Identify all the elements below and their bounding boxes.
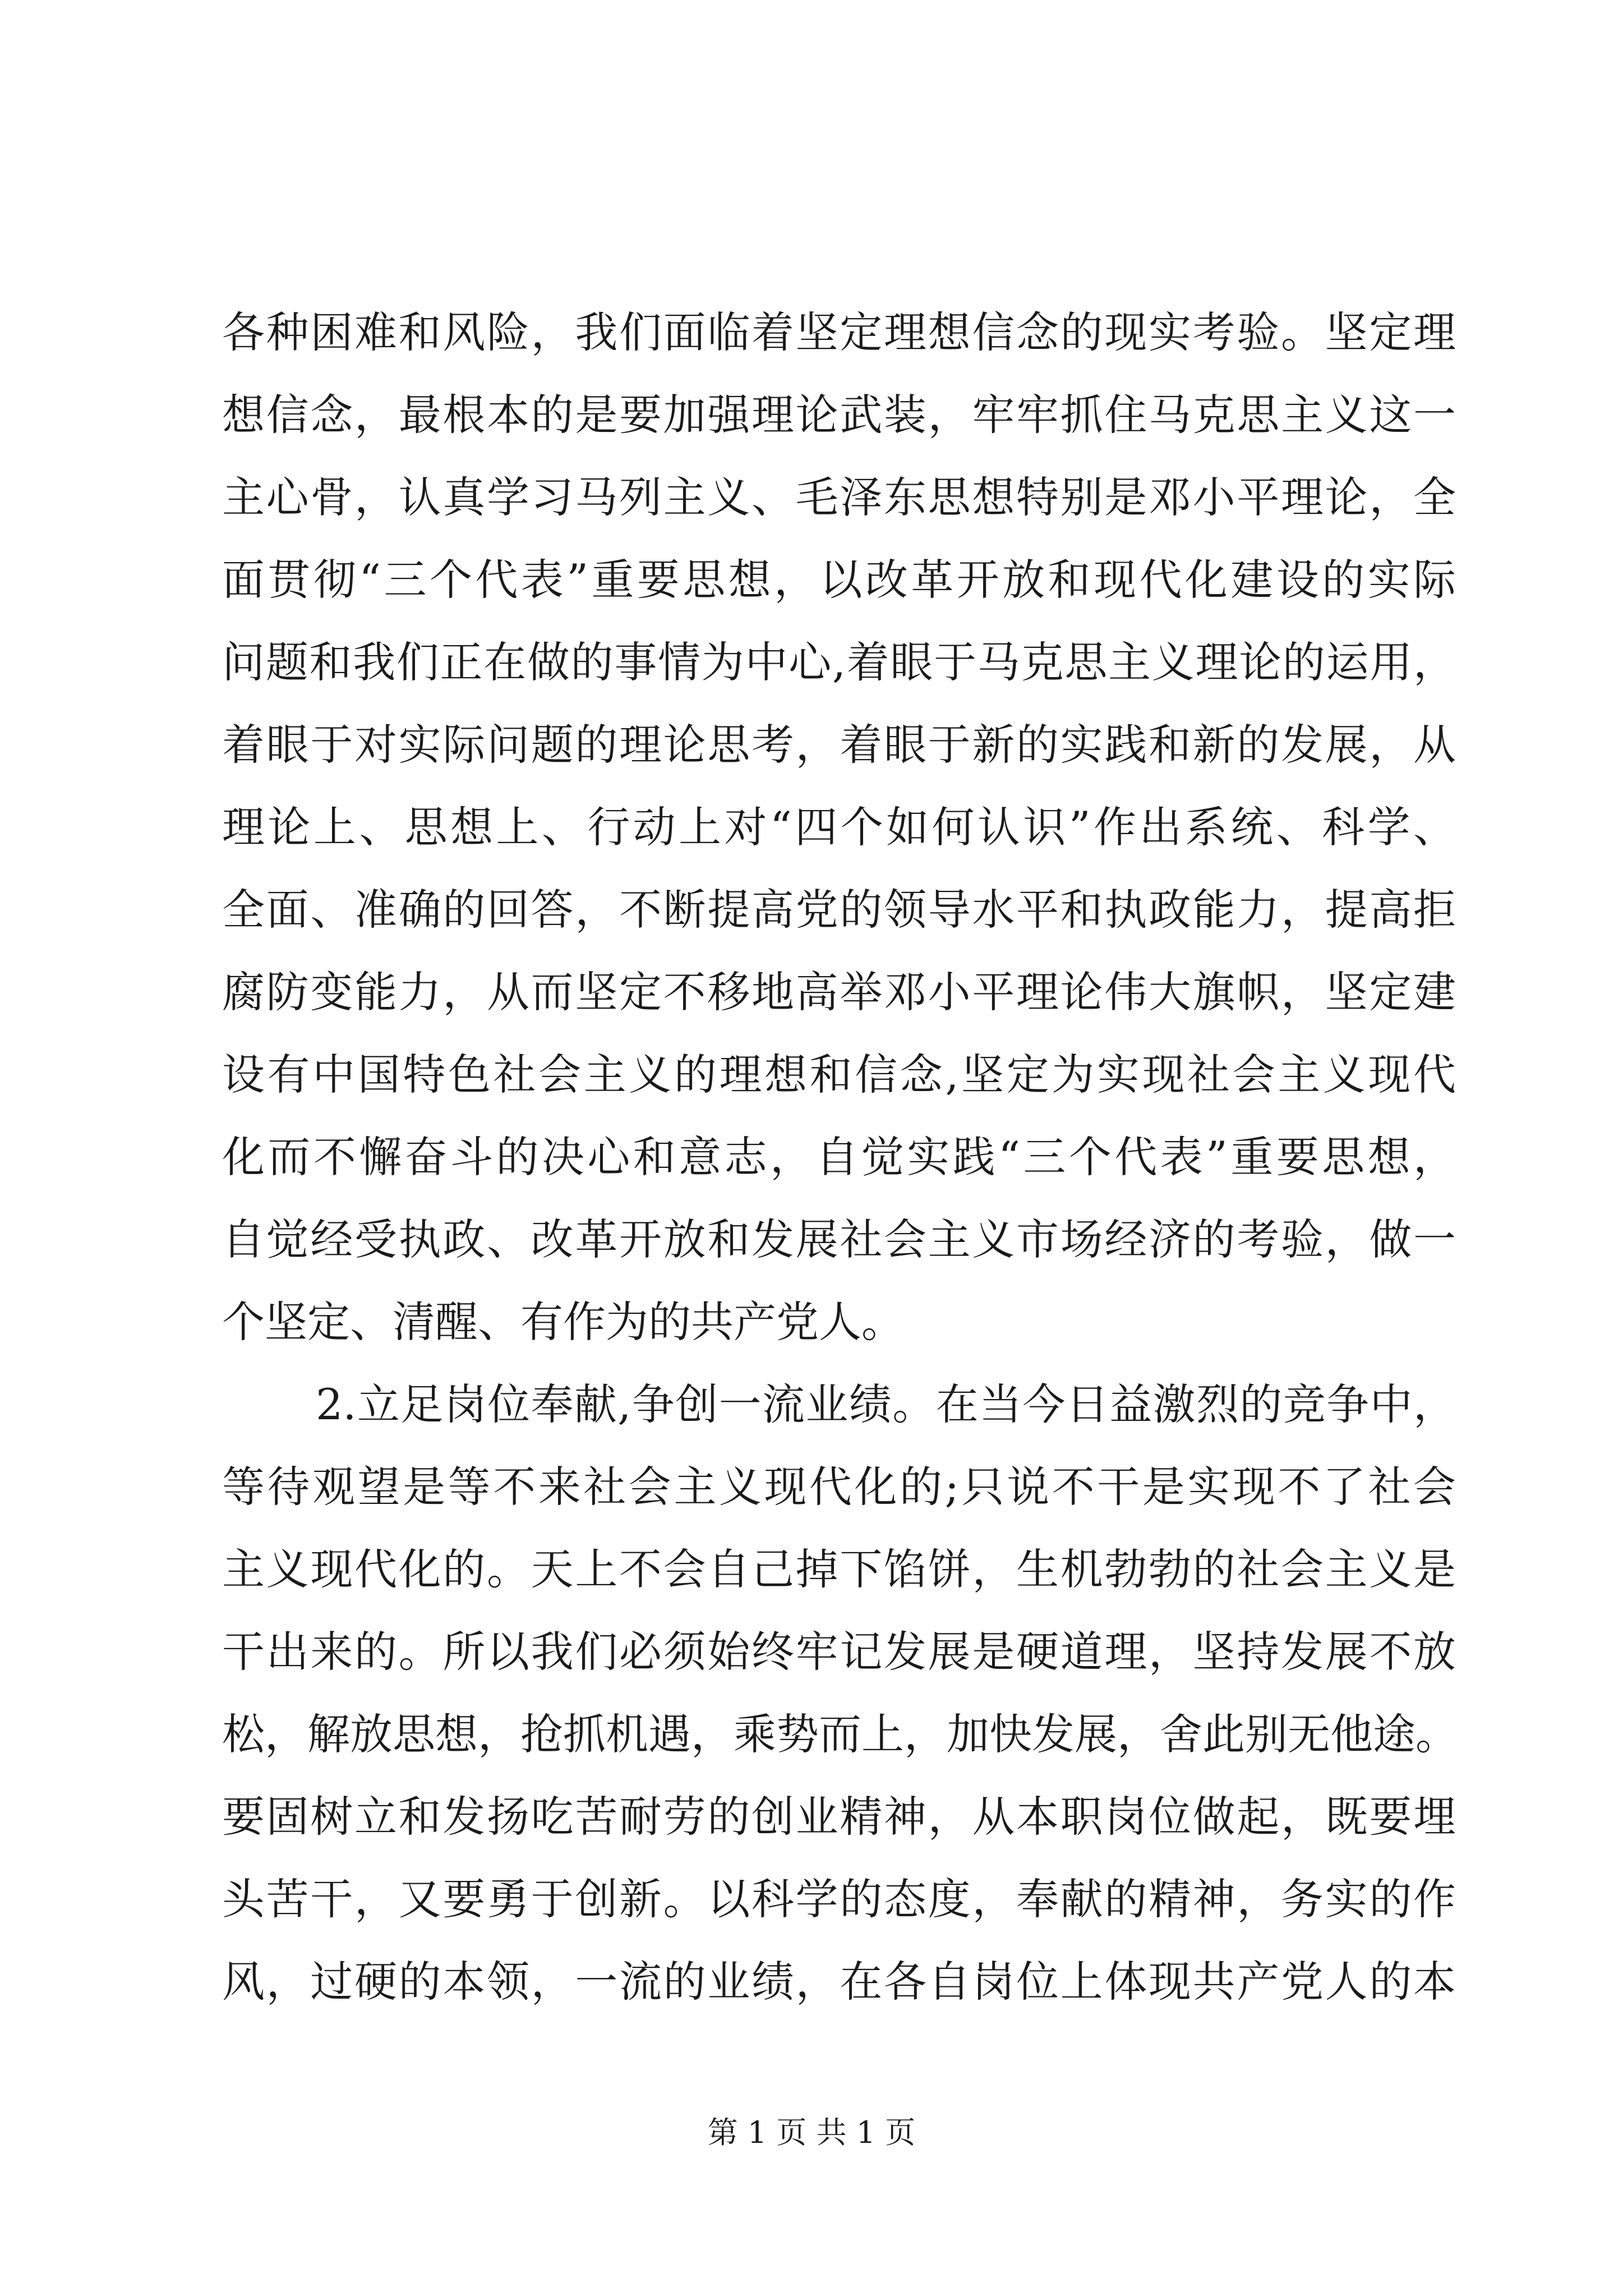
text-line: 等待观望是等不来社会主义现代化的;只说不干是实现不了社会 <box>222 1462 1456 1512</box>
text-line: 面贯彻“三个代表”重要思想，以改革开放和现代化建设的实际 <box>222 555 1456 605</box>
text-line: 化而不懈奋斗的决心和意志，自觉实践“三个代表”重要思想， <box>222 1132 1456 1182</box>
text-line: 2.立足岗位奉献,争创一流业绩。在当今日益激烈的竞争中， <box>316 1379 1456 1429</box>
text-line: 自觉经受执政、改革开放和发展社会主义市场经济的考验，做一 <box>222 1214 1456 1264</box>
text-line: 主心骨，认真学习马列主义、毛泽东思想特别是邓小平理论，全 <box>222 472 1456 522</box>
text-line: 主义现代化的。天上不会自己掉下馅饼，生机勃勃的社会主义是 <box>222 1544 1456 1594</box>
page-footer: 第 1 页 共 1 页 <box>707 2115 916 2150</box>
text-line: 个坚定、清醒、有作为的共产党人。 <box>222 1297 904 1347</box>
text-line: 问题和我们正在做的事情为中心,着眼于马克思主义理论的运用， <box>222 637 1456 687</box>
text-line: 要固树立和发扬吃苦耐劳的创业精神，从本职岗位做起，既要埋 <box>222 1792 1456 1842</box>
text-line: 想信念，最根本的是要加强理论武装，牢牢抓住马克思主义这一 <box>222 390 1456 440</box>
text-line: 各种困难和风险，我们面临着坚定理想信念的现实考验。坚定理 <box>222 307 1456 357</box>
text-line: 全面、准确的回答，不断提高党的领导水平和执政能力，提高拒 <box>222 885 1456 935</box>
text-line: 设有中国特色社会主义的理想和信念,坚定为实现社会主义现代 <box>222 1050 1456 1099</box>
text-line: 干出来的。所以我们必须始终牢记发展是硬道理，坚持发展不放 <box>222 1627 1456 1677</box>
text-line: 松，解放思想，抢抓机遇，乘势而上，加快发展，舍此别无他途。 <box>222 1709 1458 1759</box>
text-line: 着眼于对实际问题的理论思考，着眼于新的实践和新的发展，从 <box>222 720 1456 770</box>
text-line: 理论上、思想上、行动上对“四个如何认识”作出系统、科学、 <box>222 802 1456 852</box>
text-line: 头苦干，又要勇于创新。以科学的态度，奉献的精神，务实的作 <box>222 1874 1456 1924</box>
text-line: 风，过硬的本领，一流的业绩，在各自岗位上体现共产党人的本 <box>222 1957 1456 2007</box>
text-line: 腐防变能力，从而坚定不移地高举邓小平理论伟大旗帜，坚定建 <box>222 967 1456 1017</box>
